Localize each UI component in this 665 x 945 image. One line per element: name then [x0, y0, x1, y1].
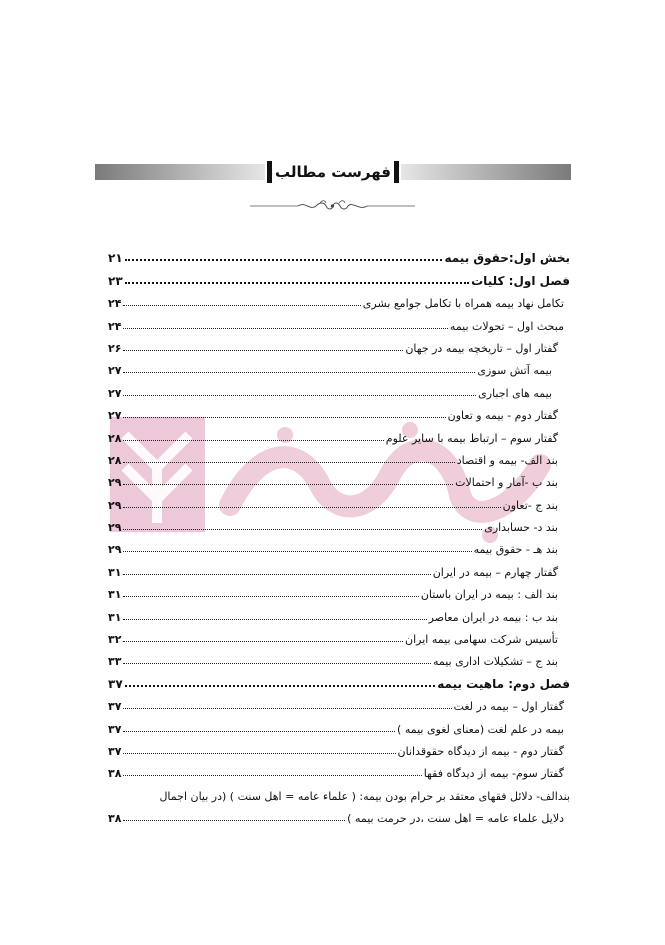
dot-leader [123, 395, 476, 396]
toc-entry[interactable] [108, 758, 570, 780]
toc-entry-page: ۳۷ [108, 722, 122, 736]
toc-entry-label: تکامل نهاد بیمه همراه با تکامل جوامع بشری [362, 297, 564, 311]
toc-entry-label: تأسیس شرکت سهامی بیمه ایران [405, 633, 558, 647]
toc-entry-page: ۳۱ [108, 588, 122, 602]
dot-leader [123, 417, 445, 418]
dot-leader [123, 328, 447, 329]
toc-entry[interactable] [108, 579, 570, 601]
toc-entry-page: ۳۸ [108, 812, 122, 826]
toc-entry[interactable] [108, 467, 570, 489]
toc-entry-page: ۳۷ [108, 700, 122, 714]
dot-leader [123, 574, 430, 575]
toc-entry-page: ۳۲ [108, 633, 122, 647]
toc-entry-label: بند ج – تشکیلات اداری بیمه [433, 655, 558, 669]
dot-leader [123, 350, 403, 351]
toc-entry-page: ۲۹ [108, 498, 122, 512]
toc-entry[interactable] [108, 288, 570, 310]
dot-leader [123, 641, 403, 642]
toc-entry-label: فصل اول: کلیات [471, 273, 570, 288]
dot-leader [125, 259, 443, 261]
toc-entry-label: بند الف : بیمه در ایران باستان [420, 588, 558, 602]
toc-entry-page: ۲۶ [108, 341, 122, 355]
dot-leader [125, 685, 436, 687]
table-of-contents [108, 243, 570, 825]
toc-entry[interactable] [108, 624, 570, 646]
toc-entry-label: بند الف- بیمه و اقتصاد [456, 453, 558, 467]
toc-entry-label: دلایل علماء عامه = اهل سنت ،در حرمت بیمه ) [347, 812, 564, 826]
toc-entry-page: ۲۷ [108, 409, 122, 423]
toc-entry-label: بیمه در علم لغت (معنای لغوی بیمه ) [397, 722, 564, 736]
header-tick-right [394, 161, 399, 183]
toc-entry-page: ۲۱ [108, 251, 123, 266]
toc-entry[interactable] [108, 668, 570, 690]
toc-entry[interactable] [108, 265, 570, 287]
toc-entry-label: بند ج -تعاون [502, 498, 558, 512]
toc-entry-page: ۲۹ [108, 521, 122, 535]
toc-entry[interactable] [108, 422, 570, 444]
header-bar-left [95, 164, 265, 180]
dot-leader [125, 282, 469, 284]
dot-leader [123, 619, 426, 620]
toc-entry[interactable] [108, 512, 570, 534]
toc-entry-page: ۲۸ [108, 431, 122, 445]
dot-leader [123, 820, 345, 821]
toc-entry-page: ۲۴ [108, 297, 122, 311]
toc-entry-page: ۳۳ [108, 655, 122, 669]
toc-entry[interactable] [108, 534, 570, 556]
toc-entry-label: بند ب -آمار و احتمالات [455, 476, 558, 490]
toc-entry-page: ۳۱ [108, 610, 122, 624]
toc-entry[interactable] [108, 736, 570, 758]
toc-entry-label: گفتار سوم – ارتباط بیمه با سایر علوم [385, 431, 558, 445]
toc-entry[interactable] [108, 243, 570, 265]
toc-entry-page: ۳۷ [108, 744, 122, 758]
toc-entry-label: مبحث اول – تحولات بیمه [449, 319, 564, 333]
toc-entry[interactable] [108, 780, 570, 802]
header-tick-left [267, 161, 272, 183]
dot-leader [123, 596, 418, 597]
toc-header [95, 160, 571, 184]
dot-leader [123, 663, 431, 664]
toc-entry-label: بیمه آتش سوزی [477, 364, 552, 378]
toc-entry[interactable] [108, 803, 570, 825]
dot-leader [123, 305, 360, 306]
toc-entry-page: ۲۹ [108, 543, 122, 557]
dot-leader [123, 731, 395, 732]
toc-entry-page: ۳۸ [108, 767, 122, 781]
toc-entry[interactable] [108, 355, 570, 377]
toc-entry-label: بند هـ - حقوق بیمه [473, 543, 558, 557]
dot-leader [123, 440, 383, 441]
toc-entry-label: بیمه های اجباری [478, 386, 552, 400]
toc-entry-label: گفتار چهارم – بیمه در ایران [432, 565, 558, 579]
dot-leader [123, 507, 500, 508]
toc-entry-page: ۳۱ [108, 565, 122, 579]
toc-entry[interactable] [108, 713, 570, 735]
toc-entry-label: بند ب : بیمه در ایران معاصر [428, 610, 558, 624]
toc-entry-page: ۳۷ [108, 676, 123, 691]
toc-entry-label: بندالف- دلائل فقهای معتقد بر حرام بودن بیمه: ( علماء عامه = اهل سنت ) (در بیان اجمال [159, 789, 570, 803]
toc-entry[interactable] [108, 556, 570, 578]
toc-entry[interactable] [108, 400, 570, 422]
toc-entry-label: گفتار سوم- بیمه از دیدگاه فقها [423, 767, 564, 781]
toc-entry-page: ۲۷ [108, 386, 122, 400]
toc-entry-page: ۲۹ [108, 476, 122, 490]
toc-entry-page: ۲۴ [108, 319, 122, 333]
toc-entry[interactable] [108, 601, 570, 623]
toc-entry-label: گفتار اول – بیمه در لغت [453, 700, 564, 714]
toc-entry[interactable] [108, 333, 570, 355]
dot-leader [123, 708, 451, 709]
dot-leader [123, 775, 421, 776]
toc-entry[interactable] [108, 445, 570, 467]
toc-entry-label: فصل دوم: ماهیت بیمه [437, 676, 570, 691]
toc-entry-label: بند د- حسابداری [484, 521, 558, 535]
toc-entry[interactable] [108, 691, 570, 713]
dot-leader [123, 484, 453, 485]
toc-entry-page: ۲۳ [108, 273, 123, 288]
dot-leader [123, 462, 454, 463]
dot-leader [123, 753, 395, 754]
toc-entry-label: بخش اول:حقوق بیمه [444, 251, 570, 266]
toc-entry[interactable] [108, 377, 570, 399]
toc-entry[interactable] [108, 310, 570, 332]
toc-entry-label: گفتار دوم - بیمه از دیدگاه حقوقدانان [397, 744, 564, 758]
toc-entry[interactable] [108, 489, 570, 511]
ornament-divider [250, 198, 415, 214]
dot-leader [123, 529, 482, 530]
dot-leader [123, 551, 471, 552]
header-bar-right [401, 164, 571, 180]
toc-entry-page: ۲۷ [108, 364, 122, 378]
dot-leader [123, 372, 475, 373]
toc-entry[interactable] [108, 646, 570, 668]
toc-entry-label: گفتار اول – تاریخچه بیمه در جهان [405, 341, 558, 355]
toc-entry-label: گفتار دوم - بیمه و تعاون [447, 409, 558, 423]
page-title: فهرست مطالب [275, 163, 391, 181]
toc-entry-page: ۲۸ [108, 453, 122, 467]
